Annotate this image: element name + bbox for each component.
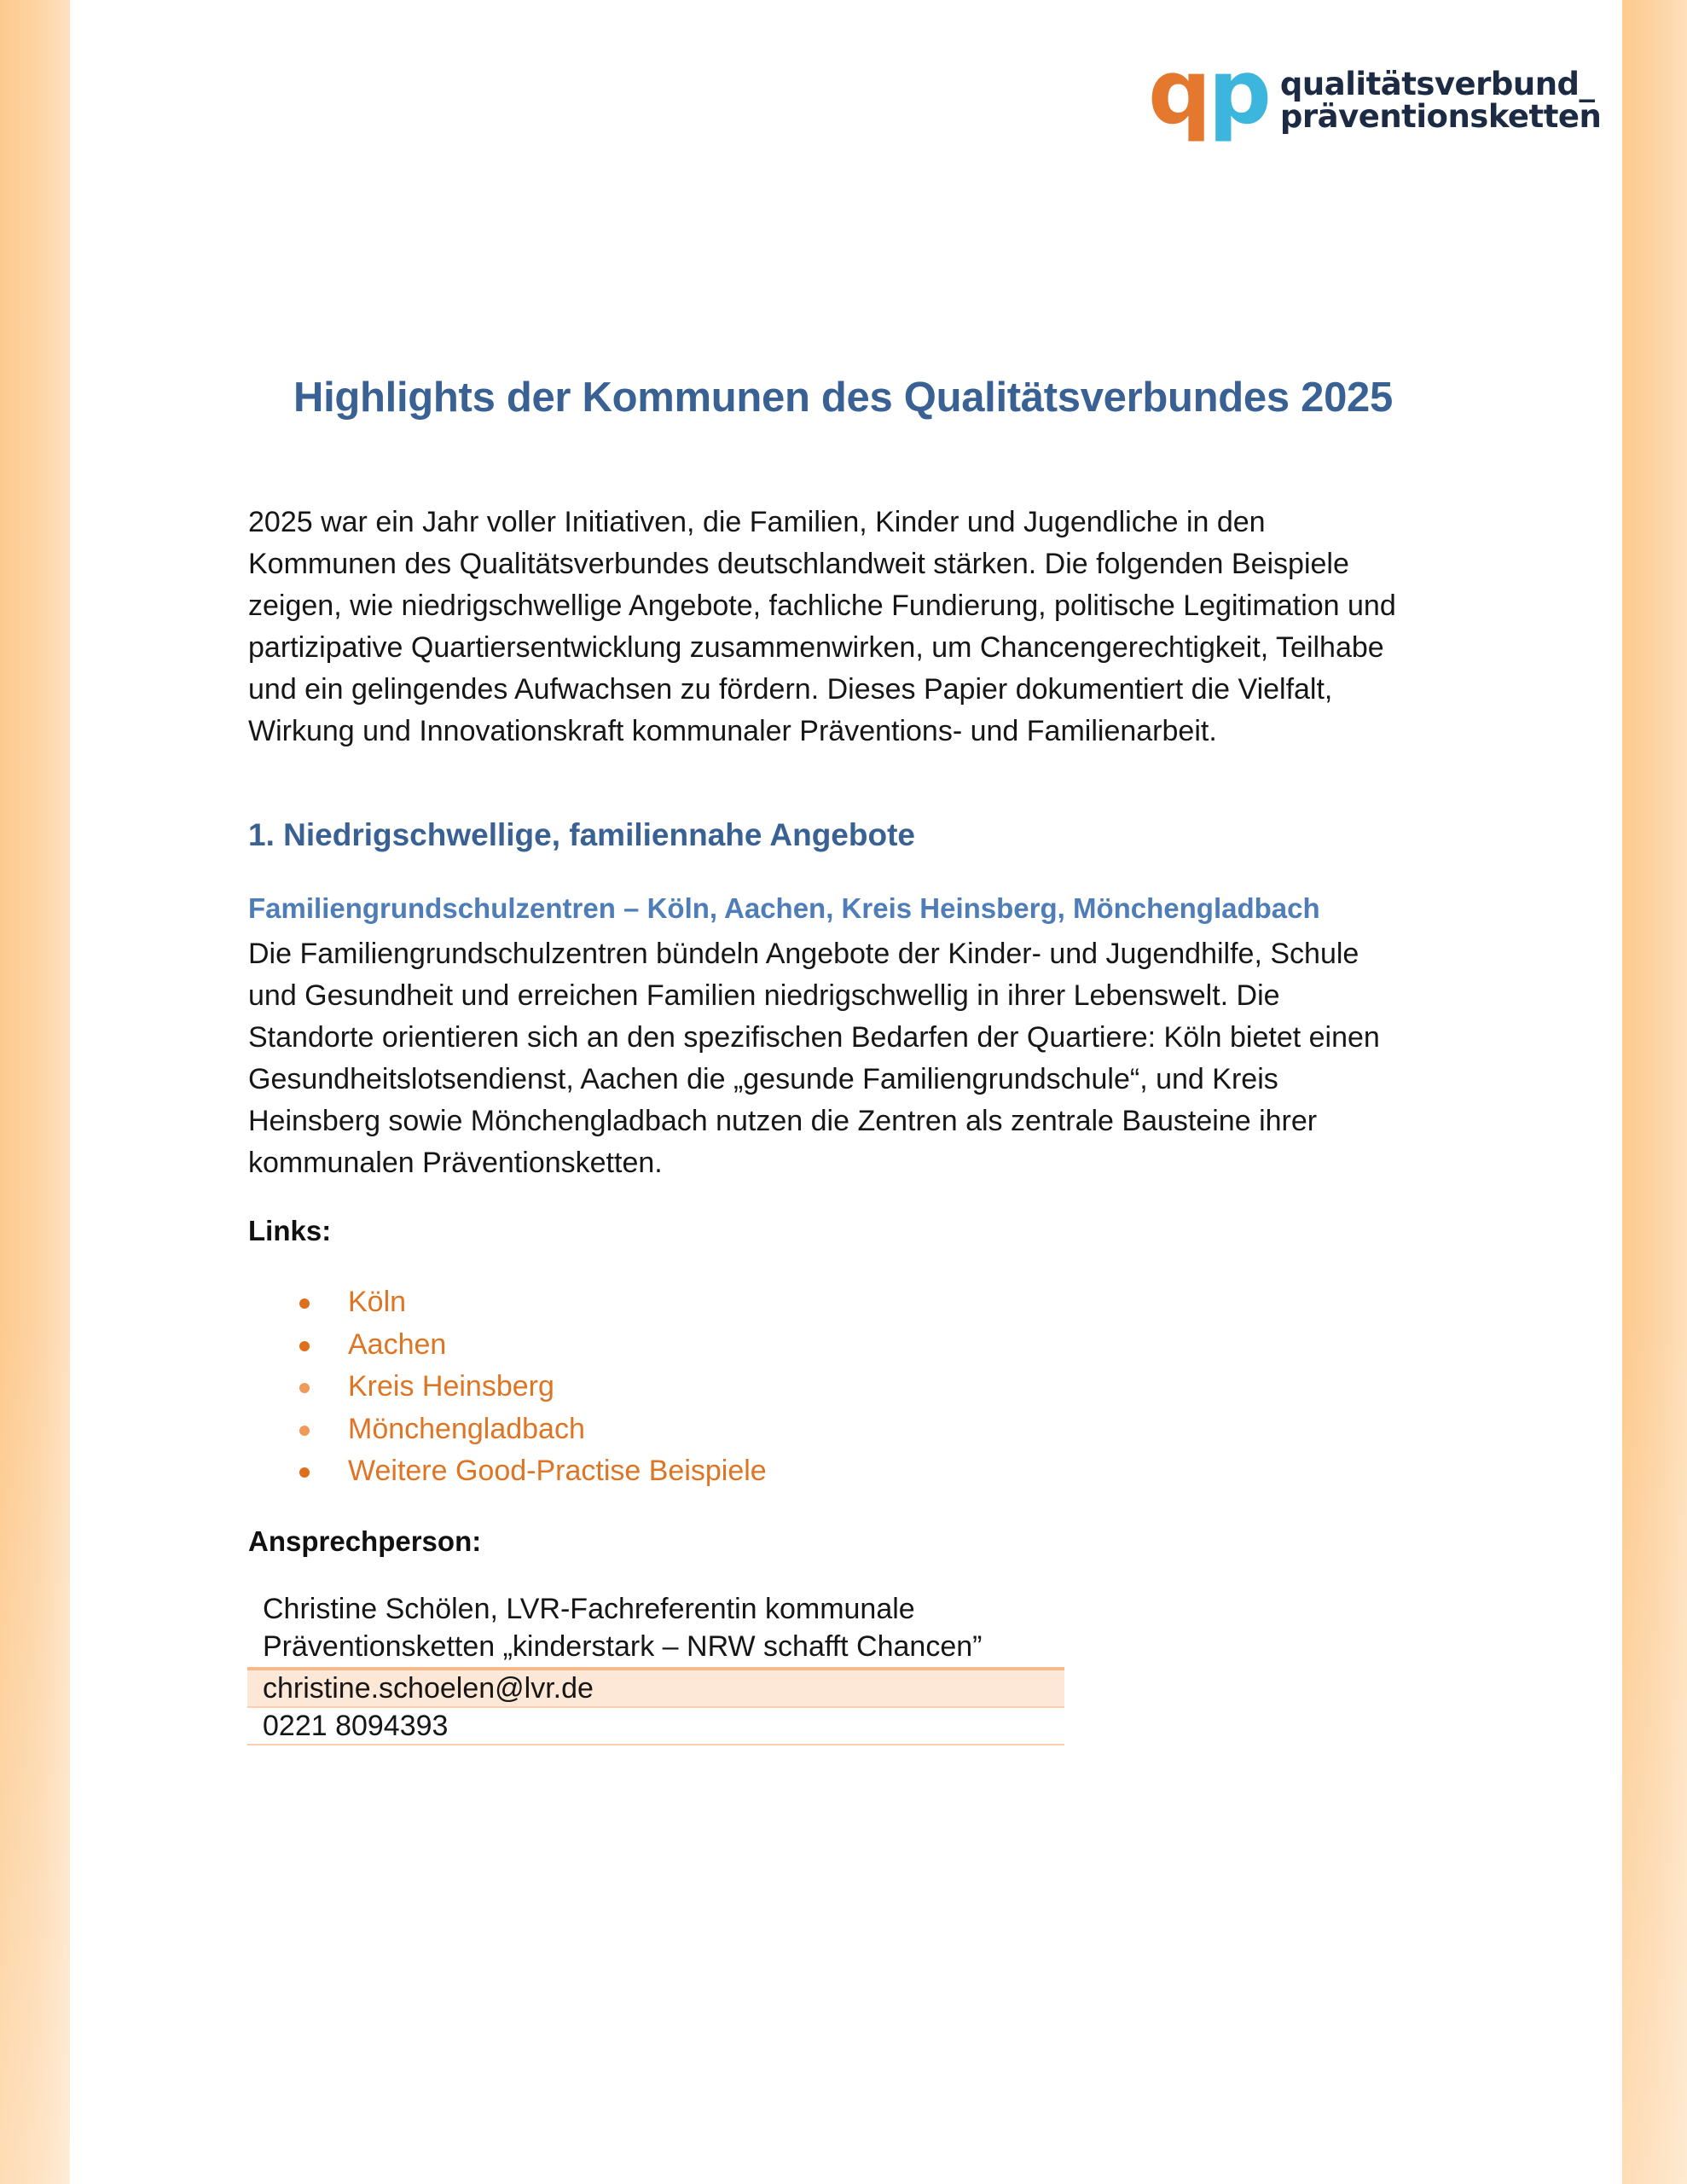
logo-line-1: qualitätsverbund_ xyxy=(1279,66,1595,102)
body-line: Die Familiengrundschulzentren bündeln Angebote der Kinder- und Jugendhilfe, Schule xyxy=(248,938,1359,970)
contact-email-row xyxy=(247,1669,1064,1707)
section-heading: 1. Niedrigschwellige, familiennahe Angebote xyxy=(248,817,915,852)
logo-q-letter: q xyxy=(1148,40,1209,144)
body-line: Heinsberg sowie Mönchengladbach nutzen die Zentren als zentrale Bausteine ihrer xyxy=(248,1105,1318,1137)
contact-name-line-1: Christine Schölen, LVR-Fachreferentin kommunale xyxy=(263,1593,915,1625)
body-line: Standorte orientieren sich an den spezifischen Bedarfen der Quartiere: Köln bietet einen xyxy=(248,1021,1380,1054)
qualitaetsverbund-logo xyxy=(1148,40,1602,144)
logo-wordmark xyxy=(1280,68,1601,133)
bullet-icon xyxy=(299,1426,310,1436)
section-body-paragraph xyxy=(248,933,1459,1184)
intro-line: partizipative Quartiersentwicklung zusammenwirken, um Chancengerechtigkeit, Teilhabe xyxy=(248,631,1384,664)
contact-phone-cell: 0221 8094393 xyxy=(247,1707,1064,1745)
logo-line-2: präventionsketten xyxy=(1279,98,1602,135)
link-aachen[interactable]: Aachen xyxy=(348,1327,447,1361)
contact-email-link[interactable]: christine.schoelen@lvr.de xyxy=(263,1672,594,1705)
intro-paragraph xyxy=(248,502,1459,752)
intro-line: zeigen, wie niedrigschwellige Angebote, fachliche Fundierung, politische Legitimation und xyxy=(248,590,1396,622)
bullet-icon xyxy=(299,1383,310,1393)
link-koeln[interactable]: Köln xyxy=(348,1286,407,1318)
contact-phone-row xyxy=(247,1707,1064,1745)
list-item xyxy=(248,1409,767,1451)
link-kreis-heinsberg[interactable]: Kreis Heinsberg xyxy=(348,1370,554,1403)
intro-line: Kommunen des Qualitätsverbundes deutschlandweit stärken. Die folgenden Beispiele xyxy=(248,548,1349,580)
link-moenchengladbach[interactable]: Mönchengladbach xyxy=(348,1412,585,1445)
contact-email-cell xyxy=(247,1669,1064,1707)
body-line: Gesundheitslotsendienst, Aachen die „gesunde Familiengrundschule“, und Kreis xyxy=(248,1063,1278,1095)
page-title: Highlights der Kommunen des Qualitätsverbundes 2025 xyxy=(293,375,1393,421)
list-item xyxy=(248,1324,767,1367)
logo-p-letter: p xyxy=(1208,40,1268,144)
bullet-icon xyxy=(299,1341,310,1351)
link-good-practise[interactable]: Weitere Good-Practise Beispiele xyxy=(348,1455,767,1487)
intro-line: und ein gelingendes Aufwachsen zu fördern. Dieses Papier dokumentiert die Vielfalt, xyxy=(248,673,1333,706)
intro-line: Wirkung und Innovationskraft kommunaler Präventions- und Familienarbeit. xyxy=(248,715,1217,747)
section-subheading: Familiengrundschulzentren – Köln, Aachen, Kreis Heinsberg, Mönchengladbach xyxy=(248,892,1320,924)
links-list xyxy=(248,1281,767,1493)
right-decorative-strip xyxy=(1622,0,1687,2184)
intro-line: 2025 war ein Jahr voller Initiativen, die Familien, Kinder und Jugendliche in den xyxy=(248,506,1266,538)
contact-name-cell xyxy=(247,1590,1064,1669)
contact-label: Ansprechperson: xyxy=(248,1525,482,1557)
left-decorative-strip xyxy=(0,0,70,2184)
list-item xyxy=(248,1366,767,1409)
list-item xyxy=(248,1450,767,1493)
body-line: und Gesundheit und erreichen Familien niedrigschwellig in ihrer Lebenswelt. Die xyxy=(248,979,1280,1012)
qp-logo-mark-icon xyxy=(1148,40,1268,144)
links-label: Links: xyxy=(248,1215,332,1246)
list-item xyxy=(248,1281,767,1324)
bullet-icon xyxy=(299,1298,310,1309)
bullet-icon xyxy=(299,1467,310,1478)
body-line: kommunalen Präventionsketten. xyxy=(248,1147,663,1179)
contact-name-row xyxy=(247,1590,1064,1669)
contact-name-line-2: Präventionsketten „kinderstark – NRW schafft Chancen” xyxy=(263,1630,983,1663)
contact-table xyxy=(247,1590,1064,1745)
